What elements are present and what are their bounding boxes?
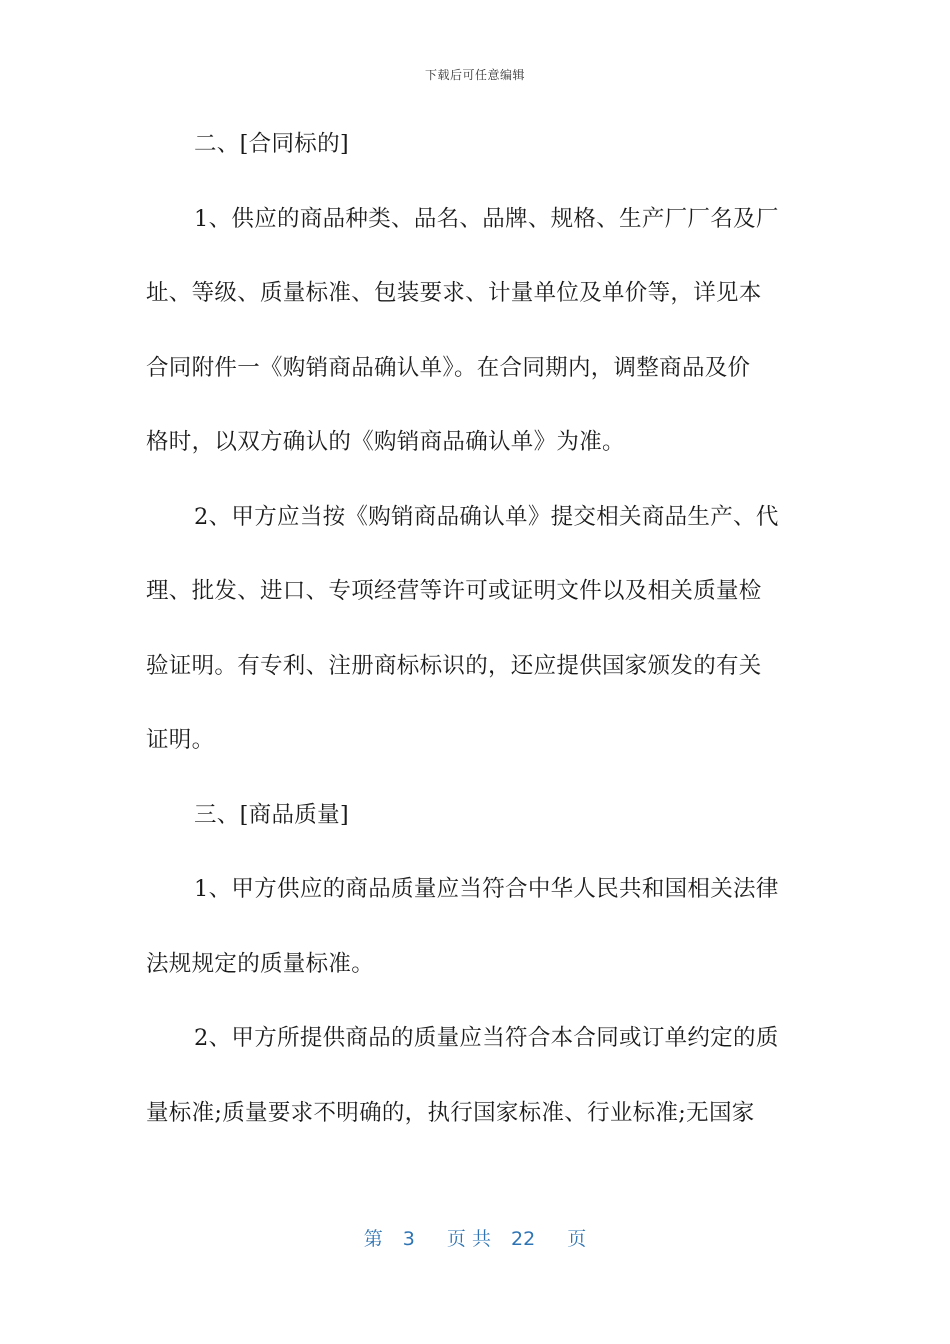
header-note: 下载后可任意编辑: [424, 68, 525, 82]
paragraph-line: 证明。: [146, 727, 215, 753]
page-footer: [0, 1224, 950, 1251]
paragraph-line: 2、甲方应当按《购销商品确认单》提交相关商品生产、代: [194, 503, 779, 530]
paragraph-line: 法规规定的质量标准。: [146, 950, 375, 977]
paragraph-line: 量标准;质量要求不明确的，执行国家标准、行业标准;无国家: [146, 1099, 755, 1126]
footer-prefix: 第: [363, 1228, 383, 1250]
paragraph-line: 格时，以双方确认的《购销商品确认单》为准。: [146, 429, 625, 455]
footer-current-page: 3: [402, 1228, 415, 1250]
section-heading-2: 二、[合同标的]: [194, 131, 349, 157]
section-heading-3: 三、[商品质量]: [194, 801, 349, 828]
footer-middle: 页 共: [446, 1228, 491, 1250]
paragraph-line: 址、等级、质量标准、包装要求、计量单位及单价等，详见本: [146, 280, 762, 306]
paragraph-line: 1、甲方供应的商品质量应当符合中华人民共和国相关法律: [194, 876, 779, 902]
document-body: [146, 116, 806, 1159]
paragraph-line: 验证明。有专利、注册商标标识的，还应提供国家颁发的有关: [146, 652, 762, 679]
paragraph-line: 合同附件一《购销商品确认单》。在合同期内，调整商品及价: [146, 354, 751, 381]
footer-suffix: 页: [567, 1228, 587, 1250]
footer-total-pages: 22: [511, 1228, 536, 1250]
paragraph-line: 理、批发、进口、专项经营等许可或证明文件以及相关质量检: [146, 578, 762, 604]
paragraph-line: 1、供应的商品种类、品名、品牌、规格、生产厂厂名及厂: [194, 205, 779, 232]
paragraph-line: 2、甲方所提供商品的质量应当符合本合同或订单约定的质: [194, 1025, 779, 1051]
